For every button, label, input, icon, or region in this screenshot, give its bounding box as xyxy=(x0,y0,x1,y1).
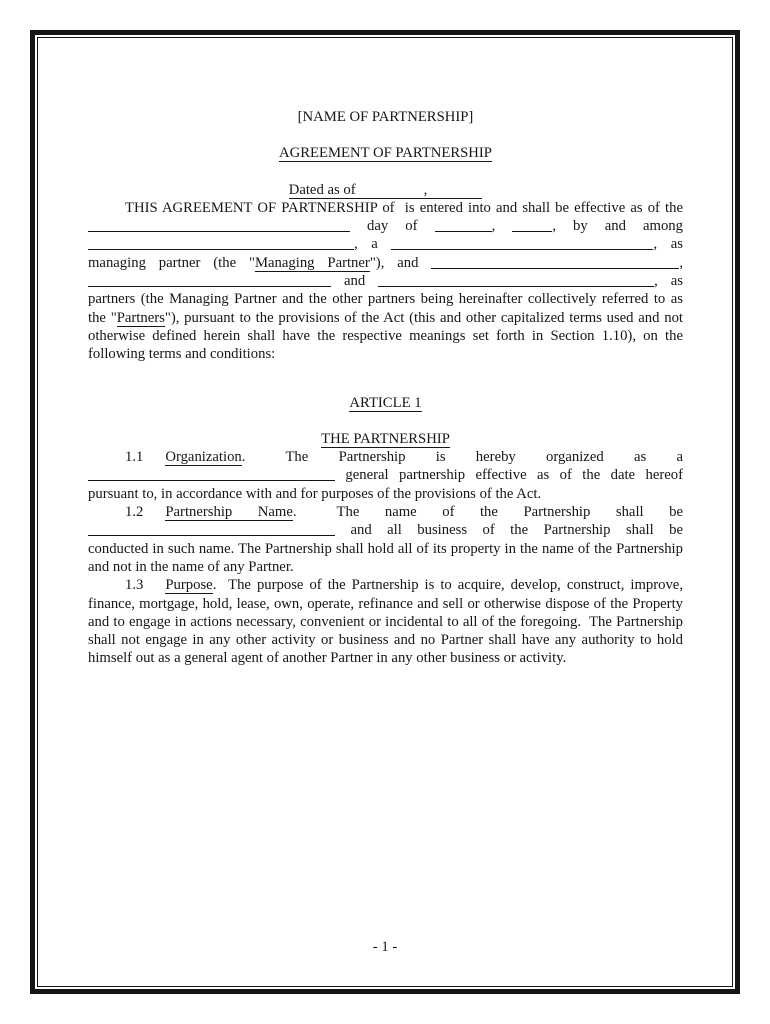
blank-field xyxy=(88,219,350,232)
spacer xyxy=(88,211,125,212)
doc-line: shall not engage in any other activity or business and no Partner shall have any authority to hold xyxy=(88,632,683,649)
doc-line: and to engage in actions necessary, convenient or incidental to all of the foregoing. The Partnership xyxy=(88,613,683,630)
article-1-subheading-text: THE PARTNERSHIP xyxy=(321,430,450,447)
blank-field xyxy=(435,219,492,232)
article-1-heading-text: ARTICLE 1 xyxy=(349,394,422,411)
dated-blank-year xyxy=(427,193,482,194)
intro-paragraph xyxy=(88,199,683,364)
section-1-3-purpose xyxy=(88,576,683,667)
doc-line: and , as xyxy=(88,272,683,290)
doc-line: THIS AGREEMENT OF PARTNERSHIP of is entered into and shall be effective as of the xyxy=(88,199,683,217)
doc-line: the "Partners"), pursuant to the provisions of the Act (this and other capitalized terms used and not xyxy=(88,309,683,326)
underlined-term: Organization xyxy=(165,449,242,466)
doc-line: and not in the name of any Partner. xyxy=(88,558,294,575)
underlined-term: Purpose xyxy=(165,577,213,594)
doc-line: general partnership effective as of the date hereof xyxy=(88,466,683,484)
doc-line: himself out as a general agent of another Partner in any other business or activity. xyxy=(88,650,567,667)
underlined-term: Partnership Name xyxy=(165,504,293,521)
doc-line: 1.1 Organization. The Partnership is hereby organized as a xyxy=(88,448,683,466)
page-number: - 1 - xyxy=(372,938,398,955)
spacer xyxy=(297,515,337,516)
doc-line: otherwise defined herein shall have the respective meanings set forth in Section 1.10), on the xyxy=(88,327,683,344)
doc-line: and all business of the Partnership shall be xyxy=(88,521,683,539)
blank-field xyxy=(88,523,335,536)
blank-field xyxy=(512,219,552,232)
document-content xyxy=(38,38,732,986)
spacer xyxy=(88,588,125,589)
spacer xyxy=(88,460,125,461)
doc-line: 1.2 Partnership Name. The name of the Partnership shall be xyxy=(88,503,683,521)
dated-underline xyxy=(289,182,483,199)
underlined-term: Partners xyxy=(116,309,165,326)
blank-field xyxy=(391,237,653,250)
section-1-1-organization xyxy=(88,448,683,503)
doc-line: finance, mortgage, hold, lease, own, operate, refinance and sell or otherwise dispose of the Property xyxy=(88,595,683,612)
spacer xyxy=(143,460,165,461)
blank-field xyxy=(88,237,354,250)
underlined-term: Managing Partner xyxy=(254,254,370,271)
doc-line: following terms and conditions: xyxy=(88,346,276,363)
doc-line: 1.3 Purpose. The purpose of the Partnership is to acquire, develop, construct, improve, xyxy=(88,576,683,594)
dated-prefix: Dated as of xyxy=(288,181,356,198)
blank-field xyxy=(378,274,654,287)
section-1-2-partnership-name xyxy=(88,503,683,576)
doc-line: managing partner (the "Managing Partner"), and , xyxy=(88,254,683,271)
dated-blank-date xyxy=(356,193,424,194)
article-1-subheading xyxy=(88,430,683,448)
spacer xyxy=(88,515,125,516)
blank-field xyxy=(88,274,331,287)
spacer xyxy=(143,588,165,589)
agreement-title-heading xyxy=(88,144,683,162)
doc-line: day of , , by and among xyxy=(88,217,683,235)
doc-line: pursuant to, in accordance with and for purposes of the provisions of the Act. xyxy=(88,485,542,502)
doc-line: conducted in such name. The Partnership shall hold all of its property in the name of the Partnership xyxy=(88,540,683,557)
doc-line: , a , as xyxy=(88,235,683,253)
partnership-name-heading: [NAME OF PARTNERSHIP] xyxy=(297,109,474,125)
article-1-heading xyxy=(88,394,683,412)
spacer xyxy=(245,460,285,461)
page-border-inner-line xyxy=(37,37,733,987)
spacer xyxy=(143,515,165,516)
agreement-title-text: AGREEMENT OF PARTNERSHIP xyxy=(279,145,492,162)
dated-separator: , xyxy=(423,181,428,198)
page-border-frame xyxy=(30,30,740,994)
blank-field xyxy=(431,256,679,269)
doc-line: partners (the Managing Partner and the other partners being hereinafter collectively referred to as xyxy=(88,291,683,308)
blank-field xyxy=(88,468,335,481)
dated-line xyxy=(88,181,683,199)
